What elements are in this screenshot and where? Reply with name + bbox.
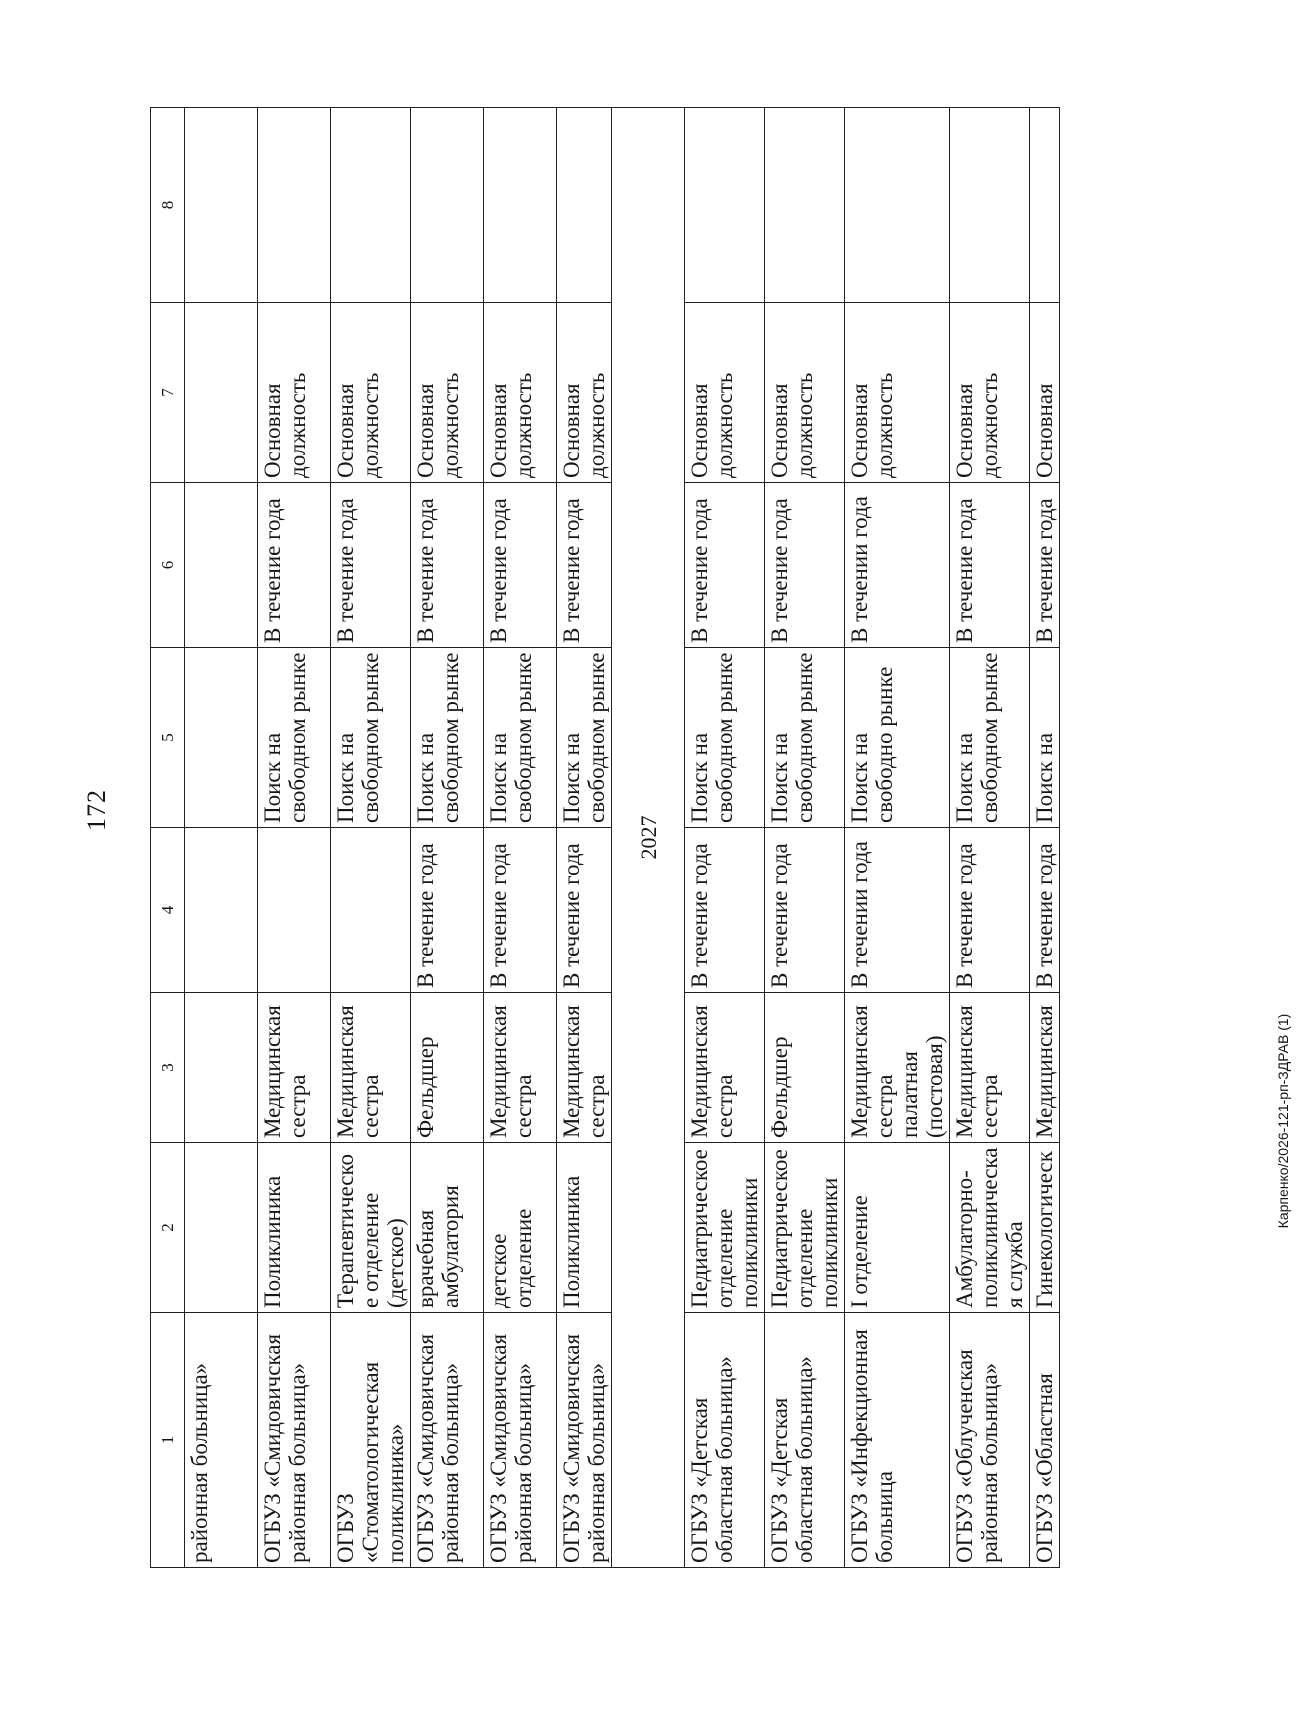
footer-document-code: Карпенко/2026-121-рп-ЗДРАВ (1) <box>1275 1013 1291 1229</box>
table-cell-col-2: Терапевтическое отделение (детское) <box>331 1143 411 1313</box>
table-cell-col-1: районная больница» <box>185 1313 258 1568</box>
table-cell-col-6: В течение года <box>765 483 845 648</box>
table-cell-col-8 <box>258 108 331 303</box>
table-cell-col-7: Основная должность <box>950 303 1030 483</box>
table-cell-col-2: Поликлиника <box>557 1143 612 1313</box>
table-cell-col-2: Амбулаторно-поликлиническая служба <box>950 1143 1030 1313</box>
column-header-6: 6 <box>151 483 185 648</box>
table-cell-col-3: Медицинская сестра <box>484 993 557 1143</box>
table-cell-col-6: В течение года <box>258 483 331 648</box>
table-cell-col-3: Медицинская сестра <box>685 993 765 1143</box>
table-cell-col-7: Основная должность <box>685 303 765 483</box>
table-cell-col-8 <box>557 108 612 303</box>
table-cell-col-3: Фельдшер <box>765 993 845 1143</box>
table-cell-col-2: Гинекологическ <box>1030 1143 1060 1313</box>
table-cell-col-6: В течение года <box>411 483 484 648</box>
table-row <box>557 108 612 1568</box>
table-cell-col-2: Поликлиника <box>258 1143 331 1313</box>
table-cell-col-3: Медицинская сестра <box>950 993 1030 1143</box>
table-row <box>950 108 1030 1568</box>
table-cell-col-3: Медицинская сестра палатная (постовая) <box>845 993 950 1143</box>
table-cell-col-6: В течение года <box>331 483 411 648</box>
column-header-4: 4 <box>151 828 185 993</box>
table-cell-col-7: Основная должность <box>411 303 484 483</box>
table-cell-col-7: Основная должность <box>845 303 950 483</box>
table-cell-col-3 <box>185 993 258 1143</box>
table-cell-col-5 <box>185 648 258 828</box>
table-cell-col-5: Поиск на свободном рынке <box>411 648 484 828</box>
table-cell-col-4 <box>331 828 411 993</box>
table-cell-col-8 <box>685 108 765 303</box>
table-cell-col-7: Основная должность <box>331 303 411 483</box>
table-cell-col-4: В течение года <box>950 828 1030 993</box>
table-row <box>484 108 557 1568</box>
table-cell-col-5: Поиск на <box>1030 648 1060 828</box>
table-cell-col-8 <box>765 108 845 303</box>
table-cell-col-1: ОГБУЗ «Инфекционная больница <box>845 1313 950 1568</box>
table-cell-col-2 <box>185 1143 258 1313</box>
table-cell-col-4: В течение года <box>765 828 845 993</box>
table-cell-col-3: Фельдшер <box>411 993 484 1143</box>
table-cell-col-7: Основная должность <box>765 303 845 483</box>
table-cell-col-5: Поиск на свободно рынке <box>845 648 950 828</box>
table-row <box>331 108 411 1568</box>
table-cell-col-6: В течение года <box>950 483 1030 648</box>
column-header-7: 7 <box>151 303 185 483</box>
table-cell-col-8 <box>411 108 484 303</box>
table-cell-col-2: детское отделение <box>484 1143 557 1313</box>
table-cell-col-1: ОГБУЗ «Детская областная больница» <box>765 1313 845 1568</box>
year-section-row <box>612 108 685 1568</box>
table-cell-col-2: врачебная амбулатория <box>411 1143 484 1313</box>
table-cell-col-1: ОГБУЗ «Стоматологическая поликлиника» <box>331 1313 411 1568</box>
column-header-3: 3 <box>151 993 185 1143</box>
table-cell-col-3: Медицинская сестра <box>258 993 331 1143</box>
table-cell-col-7 <box>185 303 258 483</box>
table-cell-col-1: ОГБУЗ «Смидовичская районная больница» <box>557 1313 612 1568</box>
table-cell-col-5: Поиск на свободном рынке <box>331 648 411 828</box>
table-cell-col-4: В течение года <box>685 828 765 993</box>
table-row <box>185 108 258 1568</box>
table-cell-col-6: В течение года <box>1030 483 1060 648</box>
table-cell-col-8 <box>845 108 950 303</box>
table-cell-col-1: ОГБУЗ «Областная <box>1030 1313 1060 1568</box>
table-cell-col-2: Педиатрическое отделение поликлиники <box>685 1143 765 1313</box>
year-label: 2027 <box>612 108 685 1568</box>
table-cell-col-7: Основная должность <box>484 303 557 483</box>
table-cell-col-4: В течение года <box>411 828 484 993</box>
column-header-8: 8 <box>151 108 185 303</box>
table-cell-col-5: Поиск на свободном рынке <box>484 648 557 828</box>
table-cell-col-6 <box>185 483 258 648</box>
page-number: 172 <box>82 789 111 831</box>
table-row <box>411 108 484 1568</box>
table-cell-col-5: Поиск на свободном рынке <box>258 648 331 828</box>
column-header-1: 1 <box>151 1313 185 1568</box>
table-cell-col-1: ОГБУЗ «Смидовичская районная больница» <box>258 1313 331 1568</box>
table-cell-col-1: ОГБУЗ «Облученская районная больница» <box>950 1313 1030 1568</box>
table-cell-col-7: Основная <box>1030 303 1060 483</box>
table-cell-col-4: В течение года <box>557 828 612 993</box>
table-cell-col-2: I отделение <box>845 1143 950 1313</box>
table-cell-col-8 <box>185 108 258 303</box>
table-cell-col-5: Поиск на свободном рынке <box>685 648 765 828</box>
table-cell-col-1: ОГБУЗ «Детская областная больница» <box>685 1313 765 1568</box>
table-cell-col-1: ОГБУЗ «Смидовичская районная больница» <box>411 1313 484 1568</box>
table-cell-col-3: Медицинская сестра <box>557 993 612 1143</box>
table-row <box>845 108 950 1568</box>
table-cell-col-6: В течение года <box>557 483 612 648</box>
column-header-2: 2 <box>151 1143 185 1313</box>
table-row <box>765 108 845 1568</box>
table-cell-col-3: Медицинская <box>1030 993 1060 1143</box>
table-cell-col-5: Поиск на свободном рынке <box>557 648 612 828</box>
table-cell-col-6: В течении года <box>845 483 950 648</box>
column-header-5: 5 <box>151 648 185 828</box>
table-cell-col-4: В течении года <box>845 828 950 993</box>
table-cell-col-2: Педиатрическое отделение поликлиники <box>765 1143 845 1313</box>
table-cell-col-4 <box>258 828 331 993</box>
table-cell-col-5: Поиск на свободном рынке <box>765 648 845 828</box>
table-cell-col-3: Медицинская сестра <box>331 993 411 1143</box>
table-cell-col-6: В течение года <box>685 483 765 648</box>
table-cell-col-7: Основная должность <box>557 303 612 483</box>
table-cell-col-8 <box>1030 108 1060 303</box>
table-cell-col-8 <box>950 108 1030 303</box>
column-header-row <box>151 108 185 1568</box>
table-cell-col-1: ОГБУЗ «Смидовичская районная больница» <box>484 1313 557 1568</box>
table-row <box>258 108 331 1568</box>
staffing-table <box>150 107 1060 1568</box>
table-cell-col-8 <box>331 108 411 303</box>
table-row <box>685 108 765 1568</box>
table-cell-col-4: В течение года <box>484 828 557 993</box>
table-cell-col-8 <box>484 108 557 303</box>
table-cell-col-6: В течение года <box>484 483 557 648</box>
table-cell-col-4: В течение года <box>1030 828 1060 993</box>
table-cell-col-5: Поиск на свободном рынке <box>950 648 1030 828</box>
table-row <box>1030 108 1060 1568</box>
rotated-table-layer <box>150 108 1057 1568</box>
table-cell-col-7: Основная должность <box>258 303 331 483</box>
table-cell-col-4 <box>185 828 258 993</box>
